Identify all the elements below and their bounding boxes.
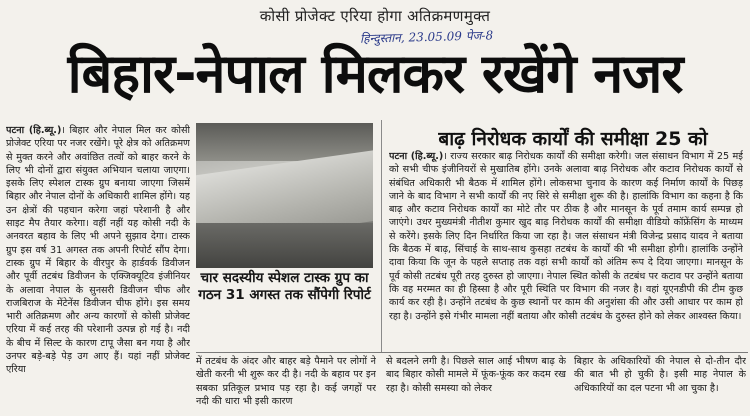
right-article <box>389 150 743 350</box>
bottom-divider <box>196 352 748 353</box>
kicker-line: कोसी प्रोजेक्ट एरिया होगा अतिक्रमणमुक्त <box>259 7 491 25</box>
left-dateline: पटना (हि.ब्यू.) <box>6 125 62 136</box>
photo-caption: चार सदस्यीय स्पेशल टास्क ग्रुप का गठन 31 अगस्त तक सौंपेगी रिपोर्ट <box>198 270 371 303</box>
right-article-title: बाढ़ निरोधक कार्यों की समीक्षा 25 को <box>438 128 708 150</box>
left-article-text: । बिहार और नेपाल मिल कर कोसी प्रोजेक्ट एरिया पर नजर रखेंगे। पूरे क्षेत्र को अतिक्रमण से मुक्त करने और अवांछित तत्वों को बाहर करने के लिए भी दोनों द्वारा संयुक्त अभियान चलाया जाएगा। इसके लिए स्पेशल टास्क ग्रुप बनाया जाएगा जिसमें बिहार और नेपाल दोनों के अधिकारी शामिल होंगे। यह उन क्षेत्रों की पहचान करेगा जहां परेशानी है और साइट मैप तैयार करेगा। वहीं नहीं यह कोसी नदी के अनवरत बहाव के लिए भी अपने सुझाव देगा। टास्क ग्रुप इस वर्ष 31 अगस्त तक अपनी रिपोर्ट सौंप देगा। टास्क ग्रुप में बिहार के वीरपुर के हार्डवर्क डिवीजन और पूर्वी तटबंध डिवीजन के एक्जिक्यूटिव इंजीनियर के अलावा नेपाल के सुनसरी डिवीजन चीफ और राजबिराज के मेंटेनेंस डिवीजन चीफ होंगे। इस समय भारी अतिक्रमण और अन्य कारणों से कोसी प्रोजेक्ट एरिया में कई तरह की परेशानी उत्पन्न हो गई है। नदी के बीच में सिल्ट के कारण टापू जैसा बन गया है और उनपर बड़े-बड़े पेड़ उग आए हैं। यहां नहीं प्रोजेक्ट एरिया <box>6 125 190 376</box>
photo-foreground <box>196 223 373 268</box>
bottom-col4-text: बिहार के अधिकारियों की नेपाल से दो-तीन दौर की बात भी हो चुकी है। इसी माह नेपाल के अधिकारियों का दल पटना भी आ चुका है। <box>574 356 746 394</box>
river-photo <box>196 123 373 268</box>
left-article <box>6 124 190 414</box>
handwritten-note: हिन्दुस्तान, 23.05.09 पेज-8 <box>359 28 494 46</box>
right-dateline: पटना (हि.ब्यू.) <box>389 151 444 162</box>
mid-bottom-text: में तटबंध के अंदर और बाहर बड़े पैमाने पर लोगों ने खेती करनी भी शुरू कर दी है। नदी के बहाव पर इन सबका प्रतिकूल प्रभाव पड़ रहा है। कई जगहों पर नदी की धारा भी इसी कारण <box>196 356 376 407</box>
right-article-text: । राज्य सरकार बाढ़ निरोधक कार्यों की समीक्षा करेगी। जल संसाधन विभाग में 25 मई को सभी चीफ इंजीनियरों से मुखातिब होंगे। उनके अलावा बाढ़ निरोधक और कटाव निरोधक कार्यों से संबंधित अधिकारी भी बैठक में शामिल होंगे। लोकसभा चुनाव के कारण कई निर्माण कार्यों के पिछड़ जाने के बाद विभाग ने सभी कार्यों की नए सिरे से समीक्षा शुरू की है। हालांकि विभाग का कहना है कि बाढ़ और कटाव निरोधक कार्यों का मोटे तौर पर ठीक है और मानसून के पूर्व तमाम कार्य सम्पन्न हो जाएंगे। उधर मुख्यमंत्री नीतीश कुमार खुद बाढ़ निरोधक कार्यों की समीक्षा वीडियो कॉफ्रेंसिंग के माध्यम से करेंगे। इसके लिए दिन निर्धारित किया जा रहा है। जल संसाधन मंत्री विजेन्द्र प्रसाद यादव ने बताया कि बैठक में बाढ़, सिंचाई के साथ-साथ कुसहा तटबंध के कार्यों की भी समीक्षा होगी। हालांकि उन्होंने दावा किया कि जून के पहले सप्ताह तक वहां सभी कार्यों को अंतिम रूप दे दिया जाएगा। मानसून के पूर्व कोसी तटबंध पूरी तरह दुरुस्त हो जाएगा। नेपाल स्थित कोसी के तटबंध पर कटाव पर उन्होंने बताया कि वह मरम्मत का ही हिस्सा है और पूरी स्थिति पर विभाग की नजर है। वहां यूएनडीपी की टीम कुछ कार्य कर रही है। उन्होंने तटबंध के कुछ स्थानों पर काम की अनुशंसा की और उसी आधार पर काम हो रहा है। उन्होंने इसे गंभीर मामला नहीं बताया और कोसी तटबंध के दुरुस्त होने को लेकर आश्वस्त किया। <box>389 151 743 322</box>
bottom-col3-text: से बदलने लगी है। पिछले साल आई भीषण बाढ़ के बाद बिहार कोसी मामले में फूंक-फूंक कर कदम रख रहा है। कोसी समस्या को लेकर <box>386 356 566 394</box>
headline: बिहार-नेपाल मिलकर रखेंगे नजर <box>67 42 683 105</box>
column-divider <box>381 120 382 352</box>
